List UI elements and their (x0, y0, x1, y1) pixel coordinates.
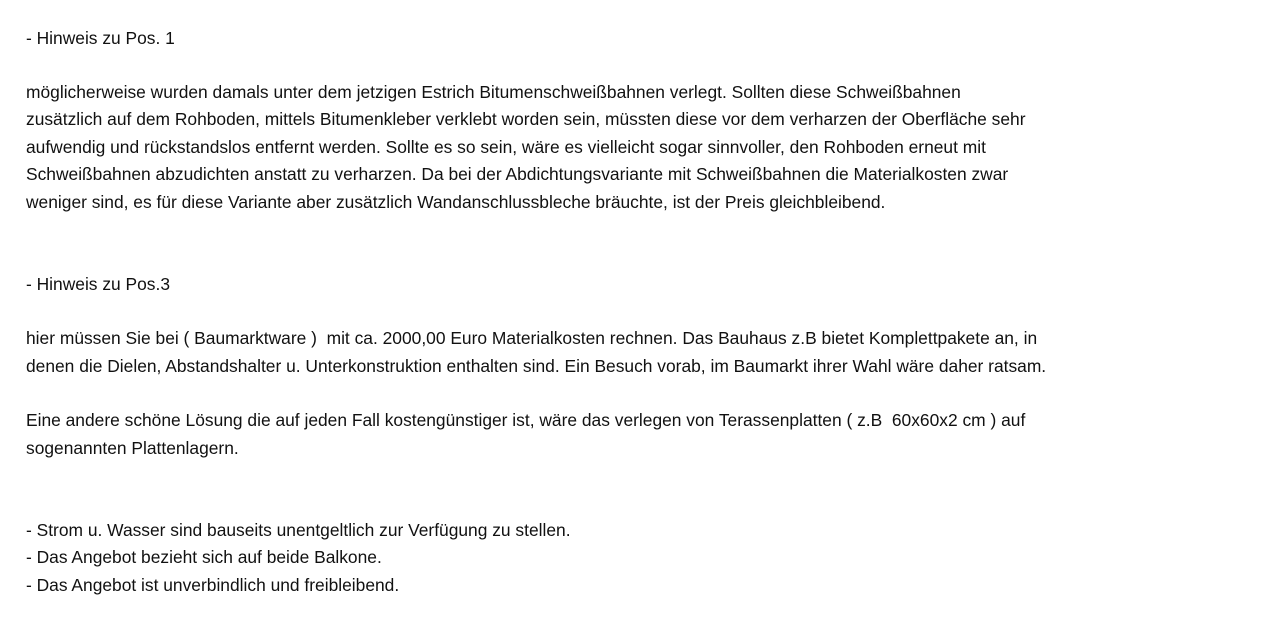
note-pos3-line: Eine andere schöne Lösung die auf jeden Fall kostengünstiger ist, wäre das verlegen von Terassenplatten ( z.B 60x60x2 cm ) auf (26, 410, 1026, 430)
final-note: - Das Angebot ist unverbindlich und freibleibend. (26, 575, 400, 595)
note-pos3-line: denen die Dielen, Abstandshalter u. Unterkonstruktion enthalten sind. Ein Besuch vorab, im Baumarkt ihrer Wahl wäre daher ratsam. (26, 356, 1047, 376)
heading-pos3: - Hinweis zu Pos.3 (26, 274, 171, 294)
note-pos3-line: sogenannten Plattenlagern. (26, 438, 239, 458)
note-pos1-line: Schweißbahnen abzudichten anstatt zu verharzen. Da bei der Abdichtungsvariante mit Schweißbahnen die Materialkosten zwar (26, 164, 1009, 184)
final-note: - Das Angebot bezieht sich auf beide Balkone. (26, 547, 382, 567)
note-pos1-line: aufwendig und rückstandslos entfernt werden. Sollte es so sein, wäre es vielleicht sogar sinnvoller, den Rohboden erneut mit (26, 137, 986, 157)
final-note: - Strom u. Wasser sind bauseits unentgeltlich zur Verfügung zu stellen. (26, 520, 571, 540)
note-pos3-line: hier müssen Sie bei ( Baumarktware ) mit ca. 2000,00 Euro Materialkosten rechnen. Das Bauhaus z.B bietet Komplettpakete an, in (26, 328, 1038, 348)
note-pos1-line: möglicherweise wurden damals unter dem jetzigen Estrich Bitumenschweißbahnen verlegt. Sollten diese Schweißbahnen (26, 82, 961, 102)
heading-pos1: - Hinweis zu Pos. 1 (26, 28, 175, 48)
note-pos1-line: weniger sind, es für diese Variante aber zusätzlich Wandanschlussbleche bräuchte, ist der Preis gleichbleibend. (26, 192, 886, 212)
note-pos1-line: zusätzlich auf dem Rohboden, mittels Bitumenkleber verklebt worden sein, müssten diese vor dem verharzen der Oberfläche sehr (26, 109, 1026, 129)
